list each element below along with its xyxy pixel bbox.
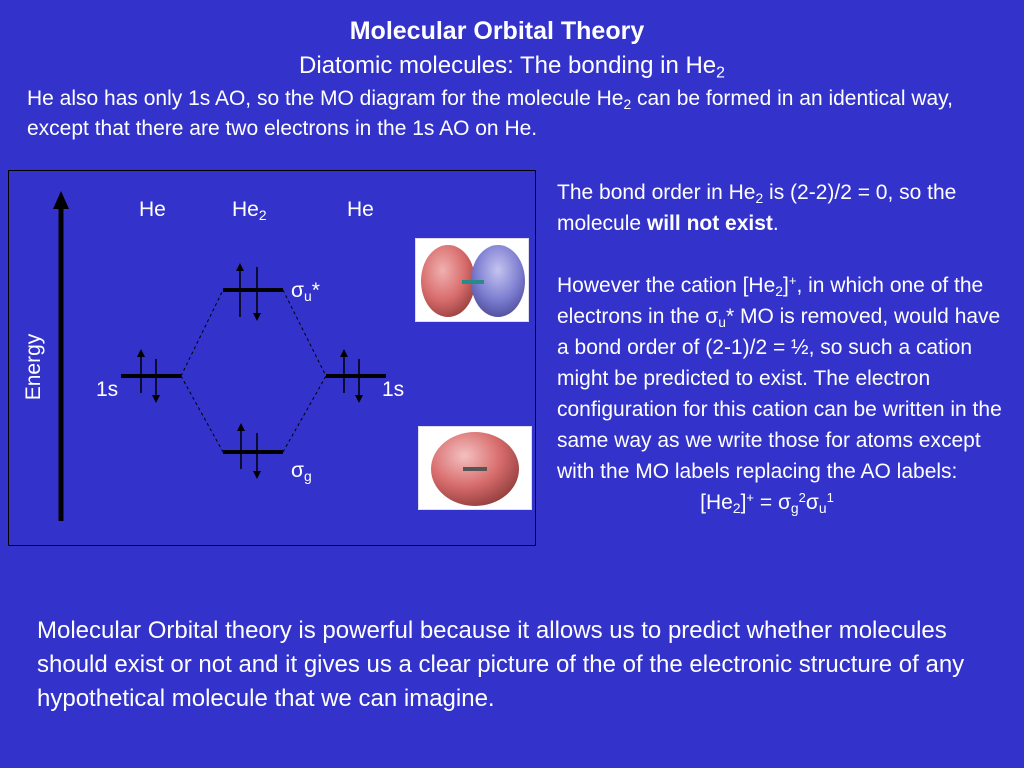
ao-label-1s-right: 1s xyxy=(382,378,405,401)
header-he-right: He xyxy=(347,198,374,221)
header-he-left: He xyxy=(139,198,166,221)
mo-level-bonding xyxy=(223,427,283,475)
ao-label-1s-left: 1s xyxy=(96,378,119,401)
ao-level-right xyxy=(326,353,386,399)
cation-paragraph: However the cation $[He_2]^+$, in which one of the electrons in the $\sigma_u*$ MO is removed, would have a bond order of (2-1)/2 = ½, so such a cation might be predicted to exist. The electron configuration for this cation can be written in the same way as we write those for atoms except with the MO labels replacing the AO labels: xyxy=(557,272,1002,483)
correlation-lines xyxy=(181,290,326,452)
right-text-column xyxy=(557,177,1017,518)
bonding-orbital-image xyxy=(418,426,532,510)
energy-axis-label: Energy xyxy=(22,333,45,401)
mo-level-antibonding xyxy=(223,267,283,317)
header-he2: $He_2$ xyxy=(232,198,267,223)
ao-level-left xyxy=(121,353,181,399)
antibonding-orbital-image xyxy=(415,238,529,322)
mo-label-sigma-g: $\sigma_g$ xyxy=(291,459,312,484)
slide-subtitle: Diatomic molecules: The bonding in $He_2$ xyxy=(299,52,725,82)
slide-title: Molecular Orbital Theory xyxy=(349,17,645,45)
conclusion-paragraph: Molecular Orbital theory is powerful because it allows us to predict whether molecules should exist or not and it gives us a clear picture of the of the electronic structure of any hypothetical molecule that we can imagine. xyxy=(37,617,965,712)
energy-axis-arrow xyxy=(53,191,69,521)
bond-order-paragraph: The bond order in $He_2$ is (2-2)/2 = 0, so the molecule will not exist. xyxy=(557,181,957,235)
intro-paragraph: He also has only 1s AO, so the MO diagram for the molecule $He_2$ can be formed in an identical way, except that there are two electrons in the 1s AO on He. xyxy=(27,87,953,140)
mo-label-sigma-u-star: $\sigma_u*$ xyxy=(291,279,320,304)
electron-configuration-formula: $[He_2]^+ = \sigma_g^2\sigma_u^1$ xyxy=(700,489,834,516)
